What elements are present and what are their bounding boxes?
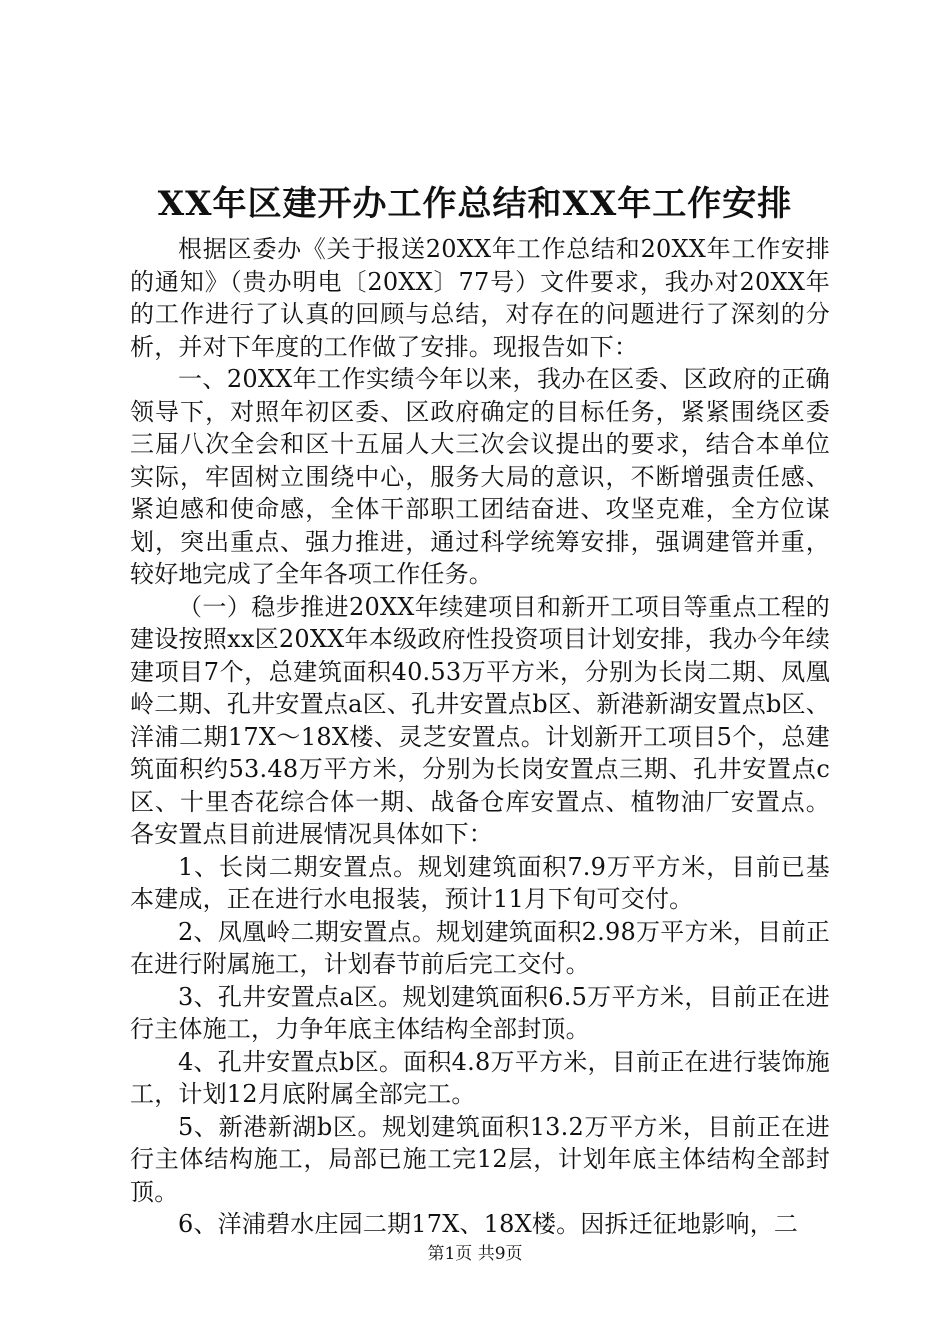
paragraph-item-5: 5、新港新湖b区。规划建筑面积13.2万平方米，目前正在进行主体结构施工，局部已施工完12层，计划年底主体结构全部封顶。: [130, 1112, 830, 1206]
paragraph-item-3: 3、孔井安置点a区。规划建筑面积6.5万平方米，目前正在进行主体施工，力争年底主体结构全部封顶。: [130, 982, 830, 1043]
document-body: [130, 233, 830, 1241]
document-title: XX年区建开办工作总结和XX年工作安排: [157, 184, 793, 224]
page-footer: 第1页 共9页: [427, 1244, 523, 1264]
paragraph-subsection-one: （一）稳步推进20XX年续建项目和新开工项目等重点工程的建设按照xx区20XX年本级政府性投资项目计划安排，我办今年续建项目7个，总建筑面积40.53万平方米，分别为长岗二期、凤凰岭二期、孔井安置点a区、孔井安置点b区、新港新湖安置点b区、洋浦二期17X～18X楼、灵芝安置点。计划新开工项目5个，总建筑面积约53.48万平方米，分别为长岗安置点三期、孔井安置点c区、十里杏花综合体一期、战备仓库安置点、植物油厂安置点。各安置点目前进展情况具体如下：: [130, 592, 830, 848]
paragraph-item-6: 6、洋浦碧水庄园二期17X、18X楼。因拆迁征地影响，二: [178, 1210, 799, 1238]
paragraph-intro: 根据区委办《关于报送20XX年工作总结和20XX年工作安排的通知》（贵办明电〔20XX〕77号）文件要求，我办对20XX年的工作进行了认真的回顾与总结，对存在的问题进行了深刻的分析，并对下年度的工作做了安排。现报告如下：: [130, 235, 830, 361]
paragraph-item-1: 1、长岗二期安置点。规划建筑面积7.9万平方米，目前已基本建成，正在进行水电报装，预计11月下旬可交付。: [130, 852, 830, 913]
paragraph-section-one: 一、20XX年工作实绩今年以来，我办在区委、区政府的正确领导下，对照年初区委、区政府确定的目标任务，紧紧围绕区委三届八次全会和区十五届人大三次会议提出的要求，结合本单位实际，牢固树立围绕中心，服务大局的意识，不断增强责任感、紧迫感和使命感，全体干部职工团结奋进、攻坚克难，全方位谋划，突出重点、强力推进，通过科学统筹安排，强调建管并重，较好地完成了全年各项工作任务。: [130, 365, 830, 588]
paragraph-item-2: 2、凤凰岭二期安置点。规划建筑面积2.98万平方米，目前正在进行附属施工，计划春节前后完工交付。: [130, 917, 830, 978]
paragraph-item-4: 4、孔井安置点b区。面积4.8万平方米，目前正在进行装饰施工，计划12月底附属全部完工。: [130, 1047, 830, 1108]
